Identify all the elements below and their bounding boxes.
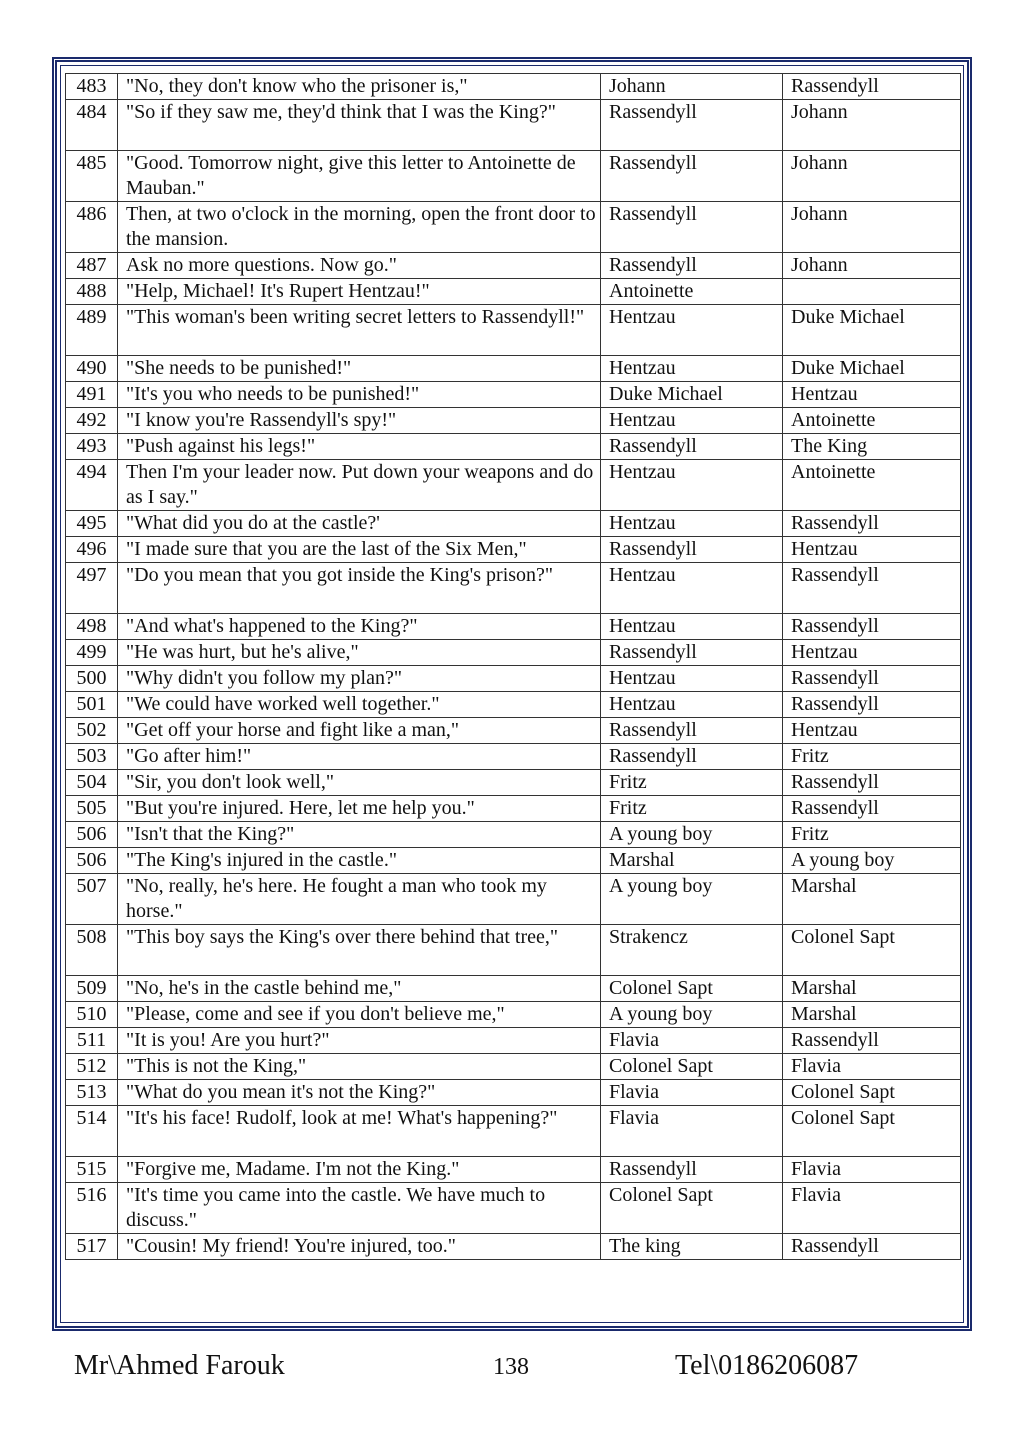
listener-cell: Colonel Sapt [783, 925, 961, 976]
table-row [66, 382, 961, 408]
listener-cell: Colonel Sapt [783, 1106, 961, 1157]
speaker-cell: Rassendyll [601, 202, 783, 253]
quote-cell: "This woman's been writing secret letters to Rassendyll!" [118, 305, 601, 356]
row-number: 499 [66, 640, 118, 666]
listener-cell: Fritz [783, 822, 961, 848]
page-number: 138 [493, 1354, 529, 1380]
table-row [66, 666, 961, 692]
table-row [66, 74, 961, 100]
listener-cell: Johann [783, 202, 961, 253]
quote-cell: Ask no more questions. Now go." [118, 253, 601, 279]
listener-cell: Rassendyll [783, 770, 961, 796]
quote-cell: "No, he's in the castle behind me," [118, 976, 601, 1002]
speaker-cell: Rassendyll [601, 434, 783, 460]
speaker-cell: Antoinette [601, 279, 783, 305]
table-row [66, 822, 961, 848]
listener-cell: Rassendyll [783, 74, 961, 100]
speaker-cell: Flavia [601, 1080, 783, 1106]
speaker-cell: Rassendyll [601, 718, 783, 744]
quote-cell: "We could have worked well together." [118, 692, 601, 718]
listener-cell: Johann [783, 100, 961, 151]
row-number: 501 [66, 692, 118, 718]
speaker-cell: Colonel Sapt [601, 1054, 783, 1080]
table-row [66, 434, 961, 460]
row-number: 516 [66, 1183, 118, 1234]
quote-cell: "Sir, you don't look well," [118, 770, 601, 796]
quote-cell: "Why didn't you follow my plan?" [118, 666, 601, 692]
quote-cell: "He was hurt, but he's alive," [118, 640, 601, 666]
author-name: Mr\Ahmed Farouk [74, 1350, 285, 1381]
quote-cell: "And what's happened to the King?" [118, 614, 601, 640]
row-number: 505 [66, 796, 118, 822]
table-row [66, 1106, 961, 1157]
speaker-cell: Hentzau [601, 666, 783, 692]
speaker-cell: Duke Michael [601, 382, 783, 408]
quote-cell: Then, at two o'clock in the morning, open the front door to the mansion. [118, 202, 601, 253]
listener-cell: Duke Michael [783, 356, 961, 382]
speaker-cell: Flavia [601, 1028, 783, 1054]
speaker-cell: Rassendyll [601, 1157, 783, 1183]
speaker-cell: Hentzau [601, 614, 783, 640]
speaker-cell: Rassendyll [601, 640, 783, 666]
table-row [66, 976, 961, 1002]
speaker-cell: A young boy [601, 874, 783, 925]
table-row [66, 1234, 961, 1260]
listener-cell: Hentzau [783, 640, 961, 666]
row-number: 503 [66, 744, 118, 770]
listener-cell: Rassendyll [783, 1028, 961, 1054]
listener-cell: Hentzau [783, 537, 961, 563]
row-number: 496 [66, 537, 118, 563]
speaker-cell: Rassendyll [601, 744, 783, 770]
row-number: 494 [66, 460, 118, 511]
quote-cell: "But you're injured. Here, let me help you." [118, 796, 601, 822]
quote-cell: "It is you! Are you hurt?" [118, 1028, 601, 1054]
table-row [66, 1157, 961, 1183]
table-row [66, 305, 961, 356]
listener-cell: Hentzau [783, 382, 961, 408]
quote-cell: "Good. Tomorrow night, give this letter to Antoinette de Mauban." [118, 151, 601, 202]
row-number: 515 [66, 1157, 118, 1183]
row-number: 489 [66, 305, 118, 356]
row-number: 498 [66, 614, 118, 640]
row-number: 502 [66, 718, 118, 744]
speaker-cell: The king [601, 1234, 783, 1260]
table-row [66, 692, 961, 718]
row-number: 485 [66, 151, 118, 202]
quote-cell: "Push against his legs!" [118, 434, 601, 460]
listener-cell [783, 279, 961, 305]
speaker-cell: Rassendyll [601, 151, 783, 202]
listener-cell: Rassendyll [783, 666, 961, 692]
speaker-cell: Hentzau [601, 511, 783, 537]
row-number: 506 [66, 822, 118, 848]
listener-cell: Marshal [783, 874, 961, 925]
quote-cell: "No, really, he's here. He fought a man who took my horse." [118, 874, 601, 925]
speaker-cell: Rassendyll [601, 537, 783, 563]
listener-cell: Johann [783, 151, 961, 202]
quote-cell: Then I'm your leader now. Put down your weapons and do as I say." [118, 460, 601, 511]
page-footer [0, 1350, 1024, 1384]
row-number: 490 [66, 356, 118, 382]
speaker-cell: Rassendyll [601, 100, 783, 151]
row-number: 487 [66, 253, 118, 279]
row-number: 504 [66, 770, 118, 796]
table-row [66, 460, 961, 511]
listener-cell: Rassendyll [783, 796, 961, 822]
speaker-cell: Colonel Sapt [601, 1183, 783, 1234]
speaker-cell: Rassendyll [601, 253, 783, 279]
row-number: 486 [66, 202, 118, 253]
table-row [66, 279, 961, 305]
row-number: 514 [66, 1106, 118, 1157]
table-row [66, 848, 961, 874]
listener-cell: Flavia [783, 1157, 961, 1183]
row-number: 493 [66, 434, 118, 460]
table-row [66, 408, 961, 434]
speaker-cell: Hentzau [601, 692, 783, 718]
quote-cell: "Please, come and see if you don't believe me," [118, 1002, 601, 1028]
row-number: 500 [66, 666, 118, 692]
quote-cell: "It's time you came into the castle. We have much to discuss." [118, 1183, 601, 1234]
listener-cell: Rassendyll [783, 1234, 961, 1260]
quote-cell: "Go after him!" [118, 744, 601, 770]
table-row [66, 718, 961, 744]
table-row [66, 253, 961, 279]
speaker-cell: Hentzau [601, 563, 783, 614]
listener-cell: The King [783, 434, 961, 460]
quote-cell: "Do you mean that you got inside the King's prison?" [118, 563, 601, 614]
row-number: 492 [66, 408, 118, 434]
listener-cell: Antoinette [783, 460, 961, 511]
quote-cell: "The King's injured in the castle." [118, 848, 601, 874]
table-row [66, 537, 961, 563]
table-row [66, 796, 961, 822]
row-number: 511 [66, 1028, 118, 1054]
listener-cell: Duke Michael [783, 305, 961, 356]
listener-cell: Marshal [783, 976, 961, 1002]
table-row [66, 744, 961, 770]
table-row [66, 511, 961, 537]
row-number: 484 [66, 100, 118, 151]
listener-cell: Antoinette [783, 408, 961, 434]
table-row [66, 640, 961, 666]
table-row [66, 1080, 961, 1106]
speaker-cell: Hentzau [601, 356, 783, 382]
quote-cell: "I made sure that you are the last of the Six Men," [118, 537, 601, 563]
speaker-cell: A young boy [601, 822, 783, 848]
dialogue-table [65, 73, 961, 1260]
row-number: 507 [66, 874, 118, 925]
listener-cell: Fritz [783, 744, 961, 770]
listener-cell: Rassendyll [783, 692, 961, 718]
table-row [66, 614, 961, 640]
quote-cell: "This boy says the King's over there behind that tree," [118, 925, 601, 976]
listener-cell: Marshal [783, 1002, 961, 1028]
row-number: 509 [66, 976, 118, 1002]
listener-cell: Rassendyll [783, 511, 961, 537]
listener-cell: Johann [783, 253, 961, 279]
speaker-cell: A young boy [601, 1002, 783, 1028]
quote-cell: "I know you're Rassendyll's spy!" [118, 408, 601, 434]
speaker-cell: Flavia [601, 1106, 783, 1157]
table-row [66, 1002, 961, 1028]
quote-cell: "Isn't that the King?" [118, 822, 601, 848]
table-row [66, 1054, 961, 1080]
listener-cell: A young boy [783, 848, 961, 874]
listener-cell: Rassendyll [783, 563, 961, 614]
table-row [66, 925, 961, 976]
table-row [66, 1183, 961, 1234]
speaker-cell: Strakencz [601, 925, 783, 976]
table-row [66, 100, 961, 151]
quote-cell: "Cousin! My friend! You're injured, too." [118, 1234, 601, 1260]
row-number: 506 [66, 848, 118, 874]
row-number: 497 [66, 563, 118, 614]
row-number: 495 [66, 511, 118, 537]
speaker-cell: Hentzau [601, 408, 783, 434]
quote-cell: "So if they saw me, they'd think that I was the King?" [118, 100, 601, 151]
quote-cell: "Forgive me, Madame. I'm not the King." [118, 1157, 601, 1183]
speaker-cell: Hentzau [601, 305, 783, 356]
speaker-cell: Fritz [601, 770, 783, 796]
row-number: 513 [66, 1080, 118, 1106]
speaker-cell: Johann [601, 74, 783, 100]
speaker-cell: Hentzau [601, 460, 783, 511]
quote-cell: "It's you who needs to be punished!" [118, 382, 601, 408]
row-number: 488 [66, 279, 118, 305]
row-number: 483 [66, 74, 118, 100]
table-row [66, 874, 961, 925]
quote-cell: "Help, Michael! It's Rupert Hentzau!" [118, 279, 601, 305]
phone-number: Tel\0186206087 [675, 1350, 859, 1381]
listener-cell: Rassendyll [783, 614, 961, 640]
quote-cell: "Get off your horse and fight like a man," [118, 718, 601, 744]
listener-cell: Colonel Sapt [783, 1080, 961, 1106]
table-row [66, 356, 961, 382]
row-number: 508 [66, 925, 118, 976]
listener-cell: Flavia [783, 1054, 961, 1080]
quote-cell: "This is not the King," [118, 1054, 601, 1080]
speaker-cell: Fritz [601, 796, 783, 822]
quote-cell: "It's his face! Rudolf, look at me! What's happening?" [118, 1106, 601, 1157]
row-number: 510 [66, 1002, 118, 1028]
row-number: 512 [66, 1054, 118, 1080]
quote-cell: "What do you mean it's not the King?" [118, 1080, 601, 1106]
listener-cell: Flavia [783, 1183, 961, 1234]
dialogue-table-body [66, 74, 961, 1260]
table-row [66, 563, 961, 614]
speaker-cell: Colonel Sapt [601, 976, 783, 1002]
quote-cell: "No, they don't know who the prisoner is," [118, 74, 601, 100]
table-row [66, 770, 961, 796]
quote-cell: "She needs to be punished!" [118, 356, 601, 382]
row-number: 491 [66, 382, 118, 408]
speaker-cell: Marshal [601, 848, 783, 874]
row-number: 517 [66, 1234, 118, 1260]
table-row [66, 151, 961, 202]
table-row [66, 202, 961, 253]
listener-cell: Hentzau [783, 718, 961, 744]
table-row [66, 1028, 961, 1054]
quote-cell: "What did you do at the castle?' [118, 511, 601, 537]
